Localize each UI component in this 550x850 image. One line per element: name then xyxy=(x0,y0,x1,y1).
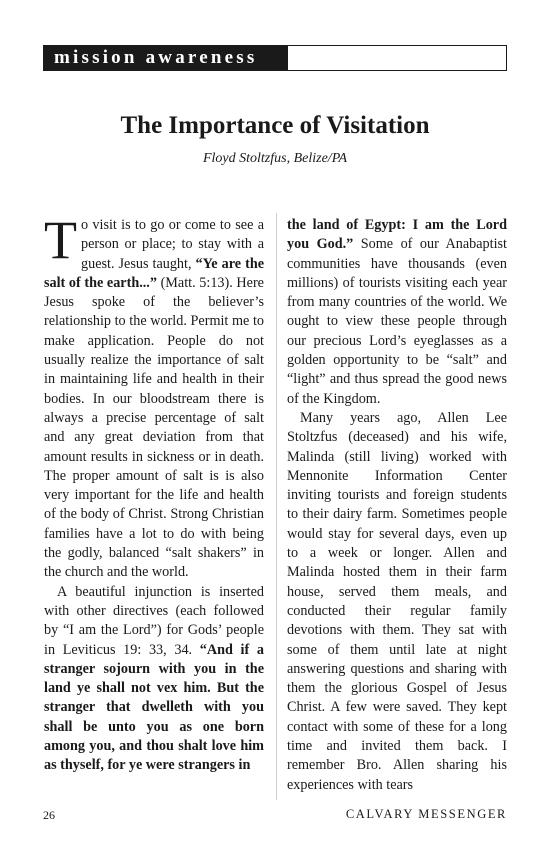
paragraph: To visit is to go or come to see a person or place; to stay with a guest. Jesus taught, “Ye are the salt of the earth...” (Matt. 5:13). Here Jesus spoke of the believer’s relationship to the world. Permit me to make application. People do not usually realize the importance of salt in maintaining life and health in their bodies. In our bloodstream there is always a precise percentage of salt and any great deviation from that amount results in sickness or in death. The proper amount of salt is is also very important for the life and health of the body of Christ. Strong Christian families have a lot to do with being the godly, balanced “salt shakers” in the church and the world. xyxy=(44,210,265,581)
scripture-quote: “And if a stranger sojourn with you in the land ye shall not vex him. But the stranger that dwelleth with you shall be unto you as one born among you, and thou shalt love him as thyself, for ye were strangers in xyxy=(44,641,264,774)
section-header-bar xyxy=(43,45,507,71)
article-title: The Importance of Visitation xyxy=(120,112,430,139)
column-divider xyxy=(276,213,277,800)
scripture-quote: “Ye are the salt of the earth...” xyxy=(44,255,265,291)
paragraph: Many years ago, Allen Lee Stoltzfus (deceased) and his wife, Malinda (still living) worked with Mennonite Information Center inviting tourists and foreign students to their dairy farm. Sometimes people would stay for several days, even up to a week or longer. Allen and Malinda hosted them in their farm house, served them meals, and conducted their regular family devotions with them. They sat with some of them until late at night answering questions and sharing with them the glorious Gospel of Jesus Christ. A few were saved. They kept contact with some of these for a long time and invited them back. I remember Bro. Allen sharing his experiences with tears xyxy=(287,409,507,793)
article-column-left xyxy=(44,210,265,776)
scripture-quote: the land of Egypt: I am the Lord you God.” xyxy=(287,217,507,253)
article-byline: Floyd Stoltzfus, Belize/PA xyxy=(202,151,347,166)
publication-name: CALVARY MESSENGER xyxy=(345,807,507,821)
paragraph: A beautiful injunction is inserted with other directives (each followed by “I am the Lord”) for Gods’ people in Leviticus 19: 33, 34. “And if a stranger sojourn with you in the land ye shall not vex him. But the stranger that dwelleth with you shall be unto you as one born among you, and thou shalt love him as thyself, for ye were strangers in xyxy=(44,583,264,774)
page-number: 26 xyxy=(43,808,55,822)
article-column-right xyxy=(287,216,507,795)
drop-cap: T xyxy=(44,210,77,270)
paragraph: the land of Egypt: I am the Lord you God.” Some of our Anabaptist communities have thousands (even millions) of tourists visiting each year from many countries of the world. We ought to view these people through our precious Lord’s eyeglasses as a golden opportunity to be “salt” and “light” and thus spread the good news of the Kingdom. xyxy=(287,217,507,407)
section-label: mission awareness xyxy=(44,46,288,70)
